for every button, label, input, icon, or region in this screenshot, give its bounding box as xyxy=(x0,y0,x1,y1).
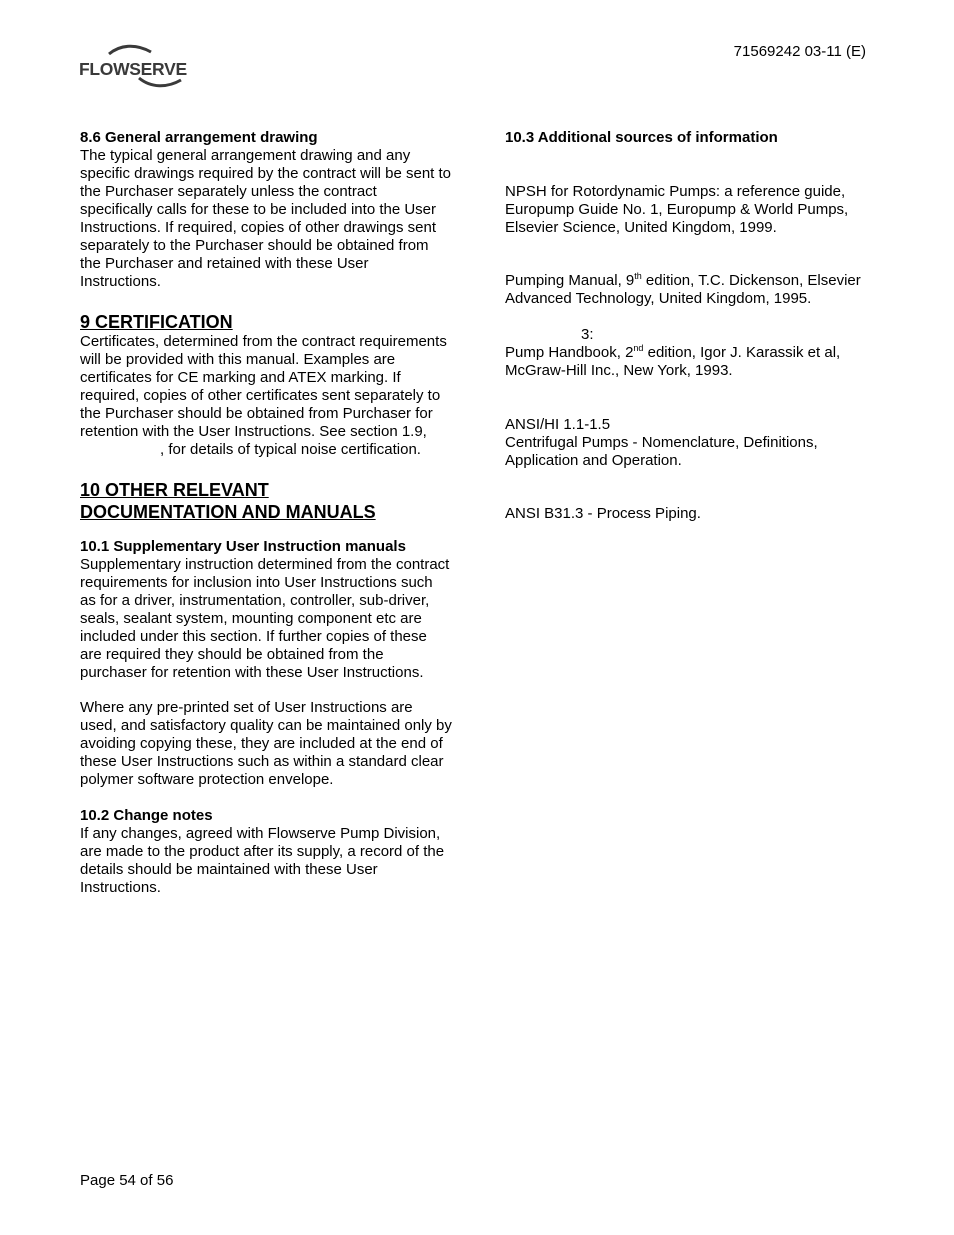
section-9-title: 9 CERTIFICATION xyxy=(80,312,233,332)
section-10-2-title: 10.2 Change notes xyxy=(80,807,213,824)
reference-2-b: edition, T.C. Dickenson, Elsevier Advanced Technology, United Kingdom, 1995. xyxy=(505,272,861,307)
reference-3-a: Pump Handbook, 2 xyxy=(505,344,634,361)
reference-2-sup: th xyxy=(634,271,642,281)
section-10-title-line-1: 10 OTHER RELEVANT xyxy=(80,480,269,500)
reference-3 xyxy=(505,344,875,380)
reference-2-a: Pumping Manual, 9 xyxy=(505,272,635,289)
reference-3-b: edition, Igor J. Karassik et al, McGraw-Hill Inc., New York, 1993. xyxy=(505,344,841,379)
section-10-2-body: If any changes, agreed with Flowserve Pump Division, are made to the product after its supply, a record of the details should be maintained with these User Instructions. xyxy=(80,825,445,896)
section-10-3-title: 10.3 Additional sources of information xyxy=(505,129,778,146)
logo-text: FLOWSERVE xyxy=(79,59,187,79)
right-column xyxy=(505,129,875,523)
section-10-title-line-2: DOCUMENTATION AND MANUALS xyxy=(80,502,376,522)
section-10-1-title: 10.1 Supplementary User Instruction manuals xyxy=(80,538,406,555)
document-number: 71569242 03-11 (E) xyxy=(733,43,866,60)
section-8-6-body: The typical general arrangement drawing and any specific drawings required by the contract will be sent to the Purchaser separately unless the contract specifically calls for these to be included into the User Instructions. If required, copies of other drawings sent separately to the Purchaser should be obtained from the Purchaser and retained with these User Instructions. xyxy=(80,147,452,290)
section-8-6-title: 8.6 General arrangement drawing xyxy=(80,129,318,146)
section-9-body-b: , for details of typical noise certification. xyxy=(160,441,421,458)
reference-1: NPSH for Rotordynamic Pumps: a reference guide, Europump Guide No. 1, Europump & World Pumps, Elsevier Science, United Kingdom, 1999. xyxy=(505,183,849,236)
reference-2 xyxy=(505,272,875,308)
left-column xyxy=(80,129,452,897)
section-10-1-body-2: Where any pre-printed set of User Instructions are used, and satisfactory quality can be maintained only by avoiding copying these, they are included at the end of these User Instructions such as within a standard clear polymer software protection envelope. xyxy=(80,699,452,788)
flowserve-logo xyxy=(79,44,197,88)
reference-4-line-2: Centrifugal Pumps - Nomenclature, Definitions, Application and Operation. xyxy=(505,434,818,469)
section-9-body xyxy=(80,333,452,459)
section-9-body-a: Certificates, determined from the contract requirements will be provided with this manual. Examples are certificates for CE marking and ATEX marking. If required, copies of other certificates sent separately to the Purchaser should be obtained from Purchaser for retention with the User Instructions. See section 1.9, xyxy=(80,333,447,440)
reference-3-label: 3: xyxy=(581,326,594,343)
reference-4-line-1: ANSI/HI 1.1-1.5 xyxy=(505,416,611,433)
reference-3-sup: nd xyxy=(633,343,644,353)
logo-swoosh-top xyxy=(109,46,151,54)
page-number: Page 54 of 56 xyxy=(80,1172,174,1189)
reference-5: ANSI B31.3 - Process Piping. xyxy=(505,505,701,522)
section-10-1-body-1: Supplementary instruction determined from the contract requirements for inclusion into User Instructions such as for a driver, instrumentation, controller, sub-driver, seals, sealant system, mounting component etc are included under this section. If further copies of these are required they should be obtained from the purchaser for retention with these User Instructions. xyxy=(80,556,450,681)
logo-swoosh-bottom xyxy=(139,78,181,86)
